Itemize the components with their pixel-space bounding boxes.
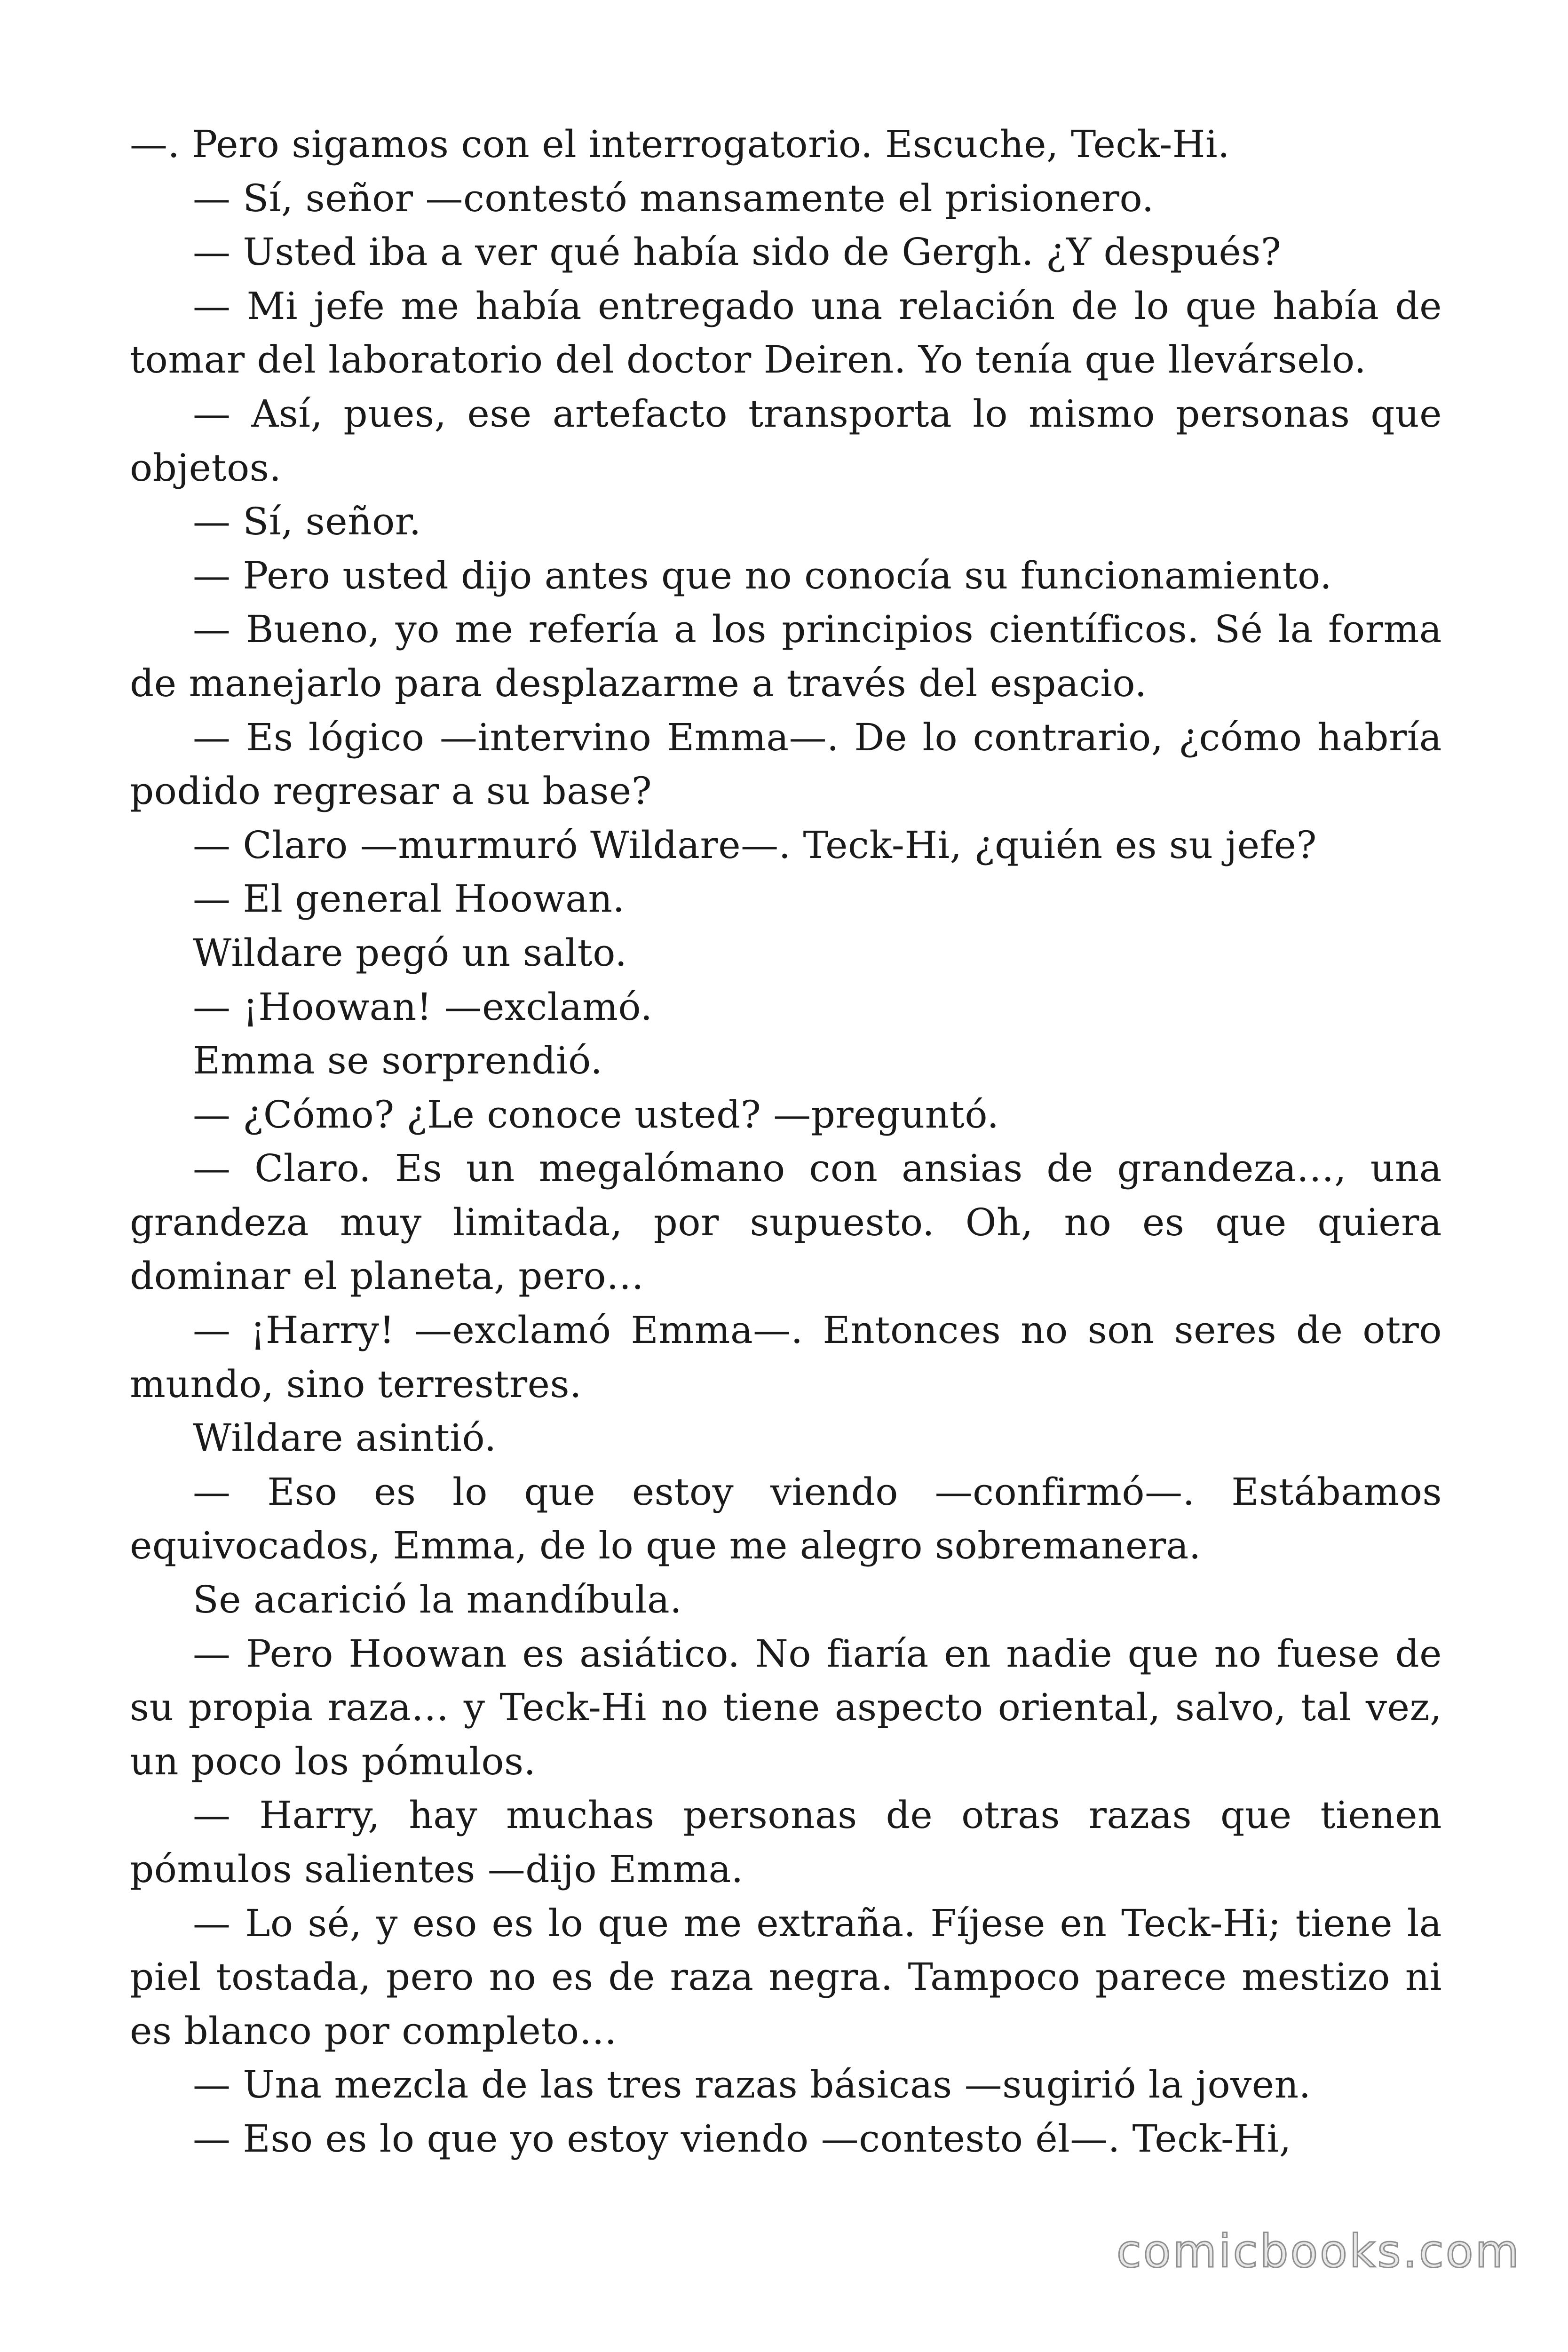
paragraph: —. Pero sigamos con el interrogatorio. Escuche, Teck-Hi.	[130, 122, 1230, 166]
paragraph: — Una mezcla de las tres razas básicas —sugirió la joven.	[193, 2063, 1311, 2107]
paragraph: — Claro. Es un megalómano con ansias de grandeza…, una grandeza muy limitada, por supuesto. Oh, no es que quiera dominar el planeta, pero…	[130, 1146, 1442, 1298]
watermark: comicbooks.com	[1116, 2225, 1521, 2278]
paragraph: — Bueno, yo me refería a los principios científicos. Sé la forma de manejarlo para desplazarme a través del espacio.	[130, 607, 1442, 705]
paragraph: — Sí, señor —contestó mansamente el prisionero.	[193, 176, 1154, 220]
page-text	[130, 118, 1442, 2166]
paragraph: — Claro —murmuró Wildare—. Teck-Hi, ¿quién es su jefe?	[193, 823, 1317, 867]
paragraph: Wildare asintió.	[193, 1416, 497, 1460]
paragraph: — Eso es lo que yo estoy viendo —contesto él—. Teck-Hi,	[193, 2116, 1291, 2161]
paragraph: — Pero usted dijo antes que no conocía su funcionamiento.	[193, 553, 1332, 597]
paragraph: — El general Hoowan.	[193, 877, 625, 921]
paragraph: — Así, pues, ese artefacto transporta lo mismo personas que objetos.	[130, 391, 1442, 490]
paragraph: — Harry, hay muchas personas de otras razas que tienen pómulos salientes —dijo Emma.	[130, 1793, 1442, 1891]
paragraph: — Pero Hoowan es asiático. No fiaría en nadie que no fuese de su propia raza… y Teck-Hi no tiene aspecto oriental, salvo, tal vez, un poco los pómulos.	[130, 1631, 1442, 1783]
paragraph: Emma se sorprendió.	[193, 1039, 603, 1083]
paragraph: — Lo sé, y eso es lo que me extraña. Fíjese en Teck-Hi; tiene la piel tostada, pero no es de raza negra. Tampoco parece mestizo ni es blanco por completo…	[130, 1901, 1442, 2053]
paragraph: — Eso es lo que estoy viendo —confirmó—. Estábamos equivocados, Emma, de lo que me alegro sobremanera.	[130, 1470, 1442, 1568]
paragraph: — Es lógico —intervino Emma—. De lo contrario, ¿cómo habría podido regresar a su base?	[130, 715, 1442, 813]
paragraph: Wildare pegó un salto.	[193, 930, 627, 975]
paragraph: — Sí, señor.	[193, 500, 421, 544]
paragraph: — ¡Hoowan! —exclamó.	[193, 985, 653, 1029]
paragraph: — ¡Harry! —exclamó Emma—. Entonces no son seres de otro mundo, sino terrestres.	[130, 1308, 1442, 1406]
paragraph: — Mi jefe me había entregado una relación de lo que había de tomar del laboratorio del doctor Deiren. Yo tenía que llevárselo.	[130, 284, 1442, 382]
paragraph: — ¿Cómo? ¿Le conoce usted? —preguntó.	[193, 1092, 999, 1136]
paragraph: Se acarició la mandíbula.	[193, 1578, 682, 1622]
paragraph: — Usted iba a ver qué había sido de Gergh. ¿Y después?	[193, 230, 1282, 274]
